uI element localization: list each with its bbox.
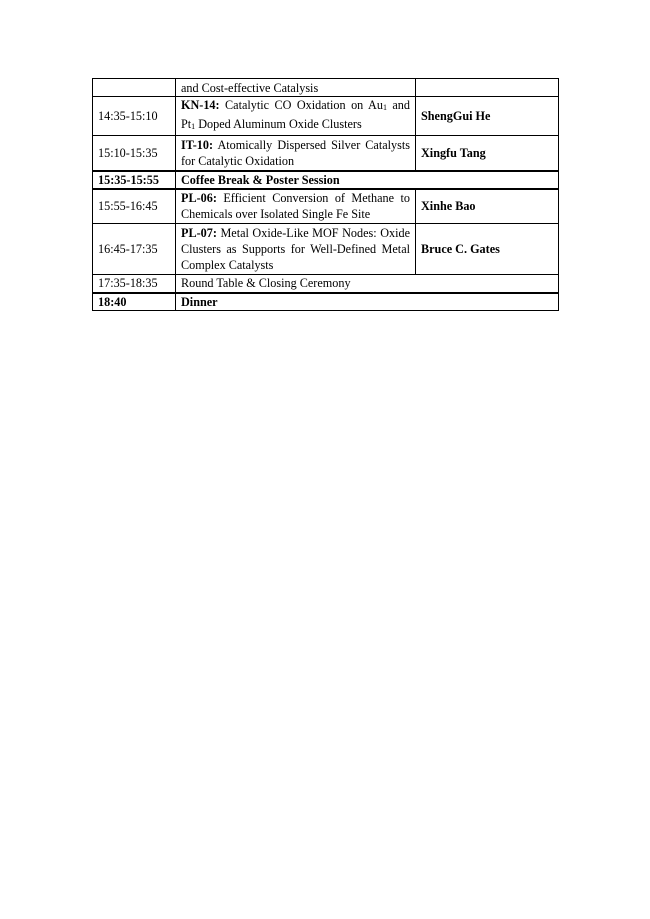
table-row — [93, 171, 559, 189]
speaker-name: Bruce C. Gates — [416, 224, 559, 275]
talk-title: KN-14: Catalytic CO Oxidation on Au1 and Pt1 Doped Aluminum Oxide Clusters — [176, 97, 416, 136]
talk-code: PL-07: — [181, 226, 217, 240]
talk-title: PL-06: Efficient Conversion of Methane to Chemicals over Isolated Single Fe Site — [176, 189, 416, 224]
talk-code: KN-14: — [181, 98, 220, 112]
session-label: Dinner — [176, 293, 559, 311]
time-cell — [93, 79, 176, 97]
table-row — [93, 136, 559, 171]
table-row — [93, 275, 559, 293]
time-cell: 18:40 — [93, 293, 176, 311]
talk-title: PL-07: Metal Oxide-Like MOF Nodes: Oxide Clusters as Supports for Well-Defined Metal Complex Catalysts — [176, 224, 416, 275]
schedule-table — [92, 78, 559, 311]
talk-code: PL-06: — [181, 191, 217, 206]
time-cell: 17:35-18:35 — [93, 275, 176, 293]
time-cell: 15:55-16:45 — [93, 189, 176, 224]
table-row — [93, 189, 559, 224]
table-row — [93, 97, 559, 136]
time-cell: 14:35-15:10 — [93, 97, 176, 136]
speaker-name: Xinhe Bao — [416, 189, 559, 224]
session-label: Coffee Break & Poster Session — [176, 171, 559, 189]
talk-code: IT-10: — [181, 137, 214, 152]
time-cell: 15:10-15:35 — [93, 136, 176, 171]
time-cell: 16:45-17:35 — [93, 224, 176, 275]
talk-title: and Cost-effective Catalysis — [176, 79, 416, 97]
session-label: Round Table & Closing Ceremony — [176, 275, 559, 293]
speaker-name: ShengGui He — [416, 97, 559, 136]
table-row — [93, 224, 559, 275]
table-row — [93, 293, 559, 311]
time-cell: 15:35-15:55 — [93, 171, 176, 189]
table-row — [93, 79, 559, 97]
speaker-name: Xingfu Tang — [416, 136, 559, 171]
talk-title: IT-10: Atomically Dispersed Silver Catalysts for Catalytic Oxidation — [176, 136, 416, 171]
speaker-name — [416, 79, 559, 97]
